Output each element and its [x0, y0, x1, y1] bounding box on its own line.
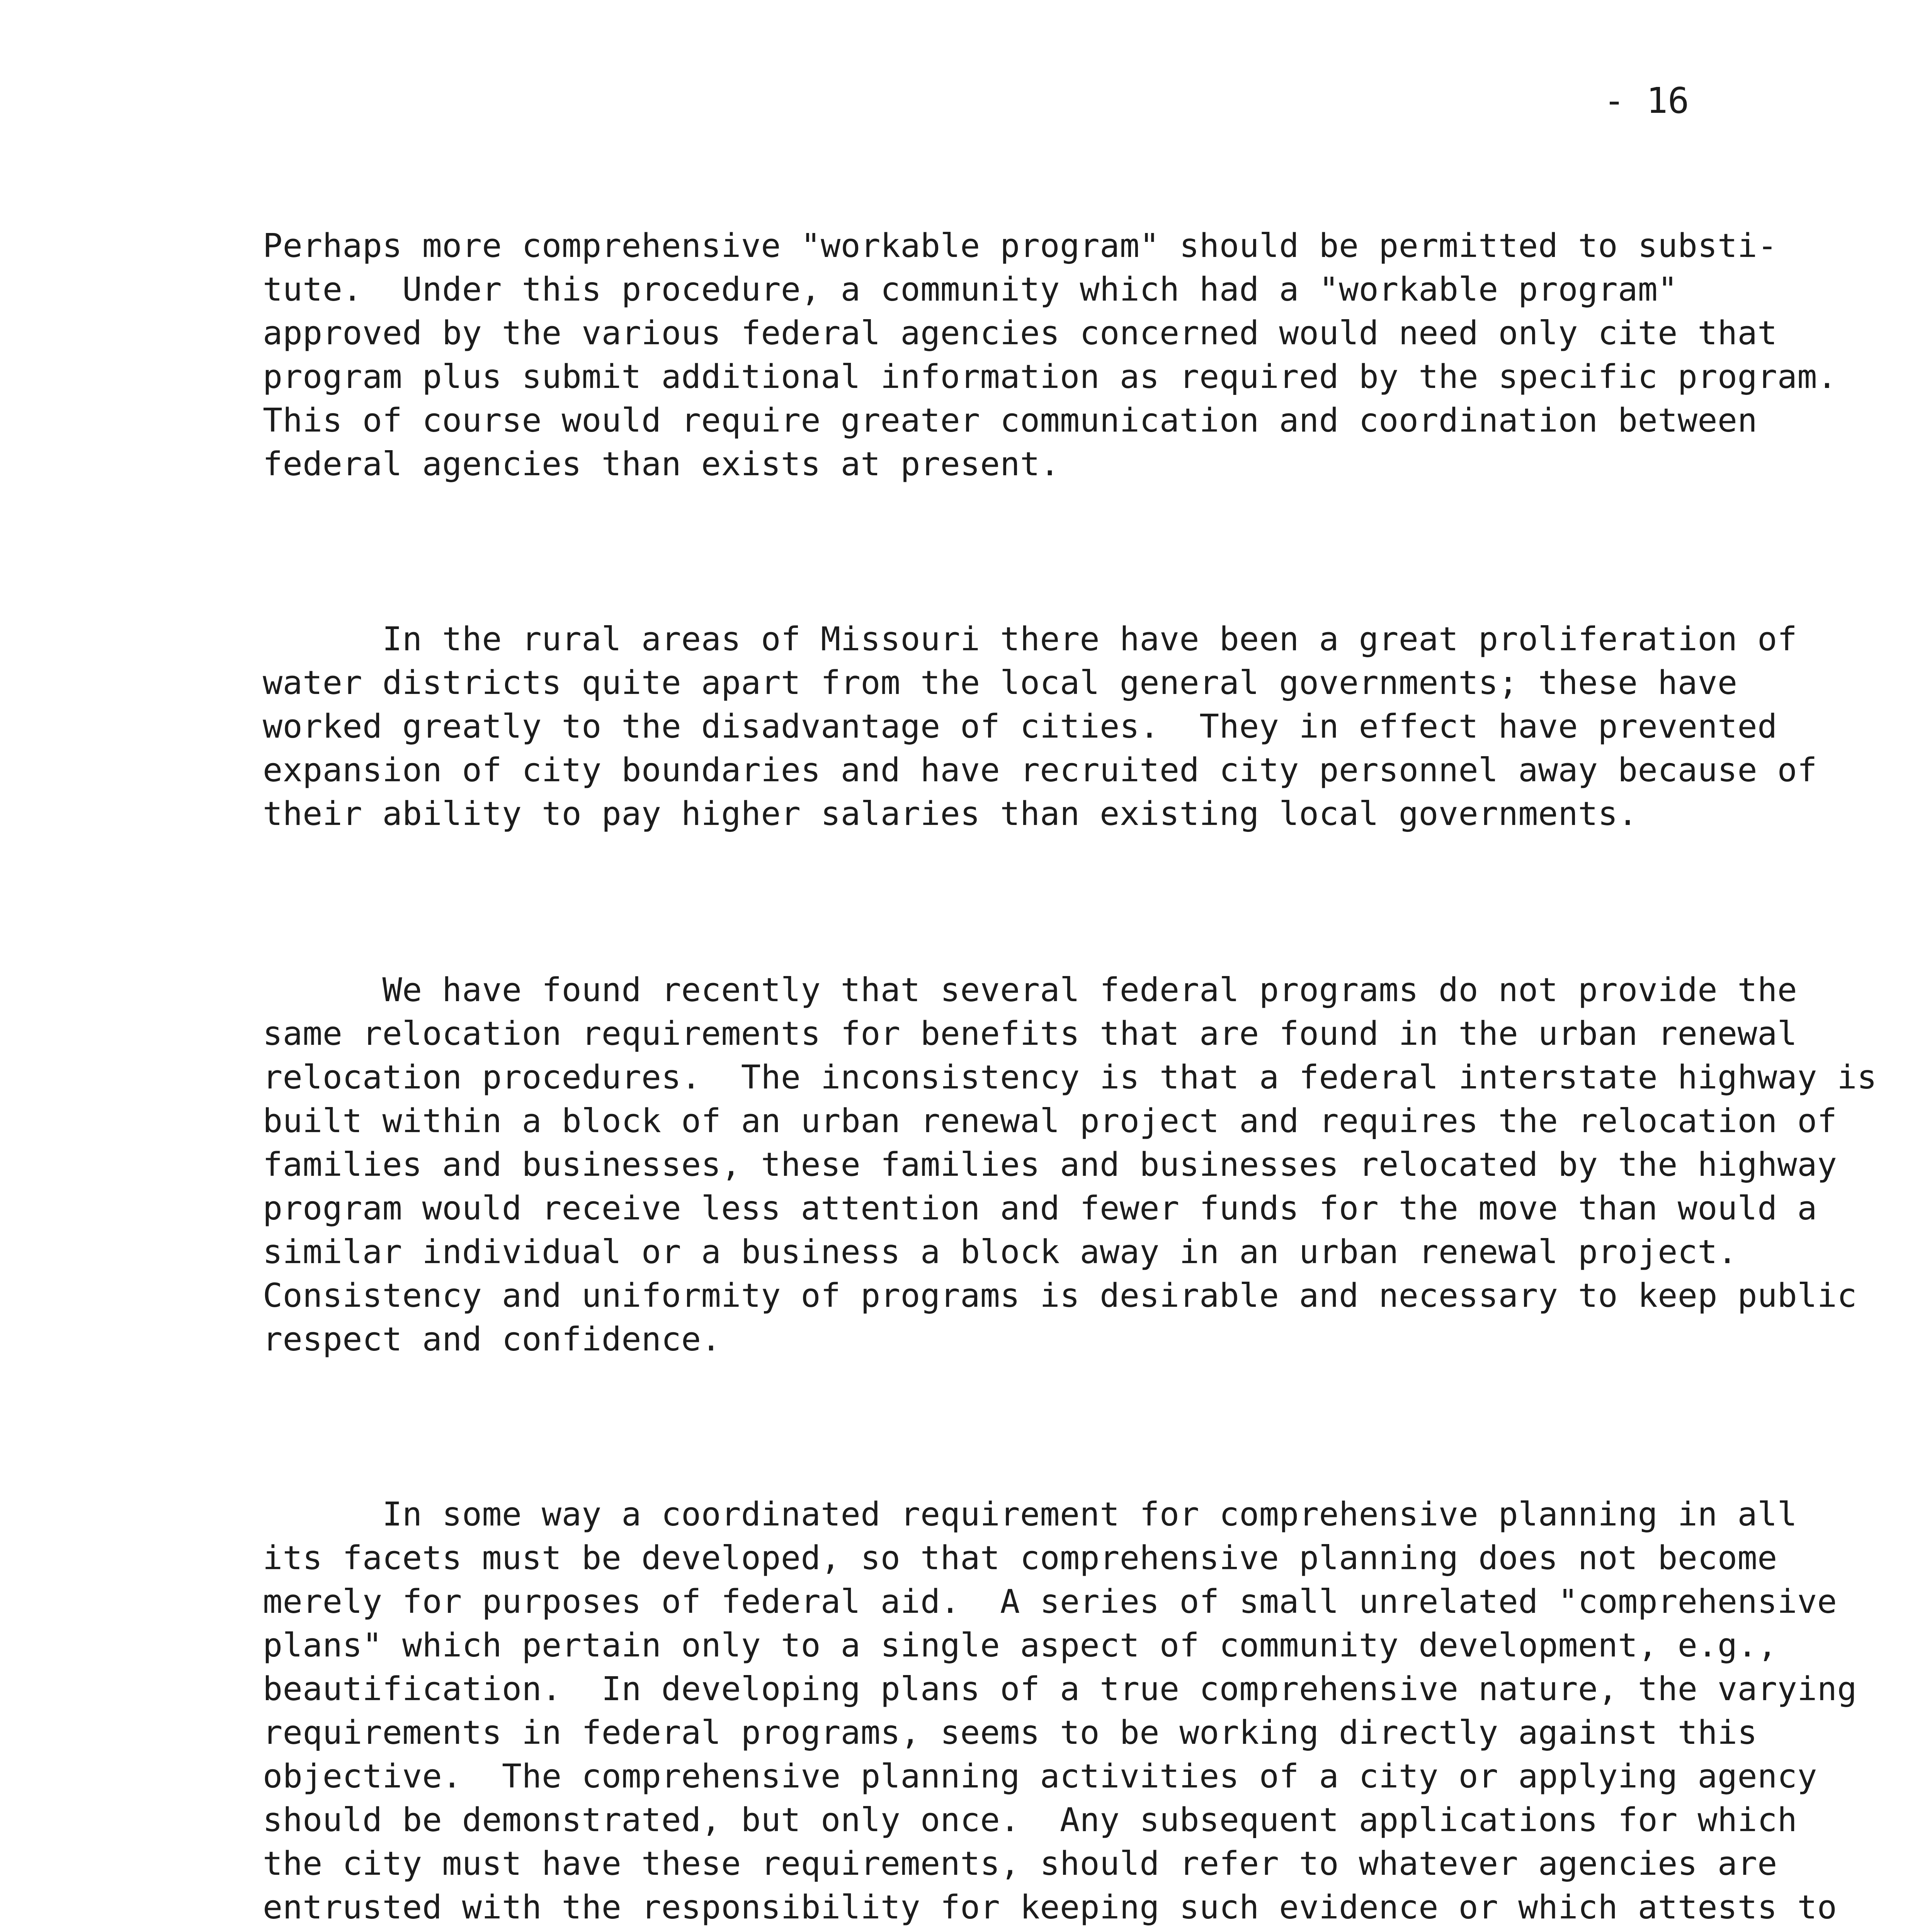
paragraph-comprehensive-planning — [263, 1493, 1857, 1932]
text-line: same relocation requirements for benefits that are found in the urban renewal — [263, 1015, 1798, 1053]
text-line: water districts quite apart from the local general governments; these have — [263, 664, 1738, 702]
text-line: built within a block of an urban renewal project and requires the relocation of — [263, 1102, 1837, 1140]
text-line: its facets must be developed, so that comprehensive planning does not become — [263, 1539, 1777, 1577]
text-line: merely for purposes of federal aid. A series of small unrelated "comprehensive — [263, 1583, 1837, 1621]
text-line: objective. The comprehensive planning activities of a city or applying agency — [263, 1757, 1817, 1796]
text-line: requirements in federal programs, seems to be working directly against this — [263, 1714, 1758, 1752]
text-line: approved by the various federal agencies concerned would need only cite that — [263, 314, 1777, 352]
page-number: - 16 — [1604, 80, 1689, 121]
text-line: In the rural areas of Missouri there have been a great proliferation of — [263, 620, 1798, 658]
text-line: Consistency and uniformity of programs is desirable and necessary to keep public — [263, 1277, 1857, 1315]
text-line: plans" which pertain only to a single aspect of community development, e.g., — [263, 1626, 1777, 1665]
text-line: program plus submit additional information as required by the specific program. — [263, 358, 1837, 396]
paragraph-water-districts — [263, 617, 1817, 836]
text-line: worked greatly to the disadvantage of cities. They in effect have prevented — [263, 707, 1777, 746]
text-line: program would receive less attention and fewer funds for the move than would a — [263, 1189, 1817, 1228]
text-line: entrusted with the responsibility for keeping such evidence or which attests to — [263, 1888, 1837, 1927]
text-line: the city must have these requirements, should refer to whatever agencies are — [263, 1845, 1777, 1883]
text-line: Perhaps more comprehensive "workable program" should be permitted to substi- — [263, 227, 1777, 265]
text-line: similar individual or a business a block away in an urban renewal project. — [263, 1233, 1738, 1271]
paragraph-spacer — [263, 836, 1793, 968]
text-line: families and businesses, these families and businesses relocated by the highway — [263, 1146, 1837, 1184]
text-line — [263, 1929, 1793, 1932]
text-line: respect and confidence. — [263, 1320, 721, 1359]
text-line: beautification. In developing plans of a true comprehensive nature, the varying — [263, 1670, 1857, 1708]
text-line: expansion of city boundaries and have recruited city personnel away because of — [263, 751, 1817, 789]
text-line: In some way a coordinated requirement for comprehensive planning in all — [263, 1495, 1798, 1534]
text-line: We have found recently that several federal programs do not provide the — [263, 971, 1798, 1009]
text-line: relocation procedures. The inconsistency is that a federal interstate highway is — [263, 1058, 1877, 1097]
text-line: their ability to pay higher salaries than existing local governments. — [263, 795, 1638, 833]
text-line: federal agencies than exists at present. — [263, 445, 1060, 483]
paragraph-spacer — [263, 1361, 1793, 1493]
paragraph-spacer — [263, 486, 1793, 617]
document-body — [263, 224, 1877, 1932]
paragraph-workable-program — [263, 224, 1837, 486]
text-line: should be demonstrated, but only once. Any subsequent applications for which — [263, 1801, 1798, 1839]
text-line: This of course would require greater communication and coordination between — [263, 401, 1758, 440]
text-line: tute. Under this procedure, a community which had a "workable program" — [263, 270, 1678, 309]
paragraph-relocation-requirements — [263, 968, 1877, 1361]
